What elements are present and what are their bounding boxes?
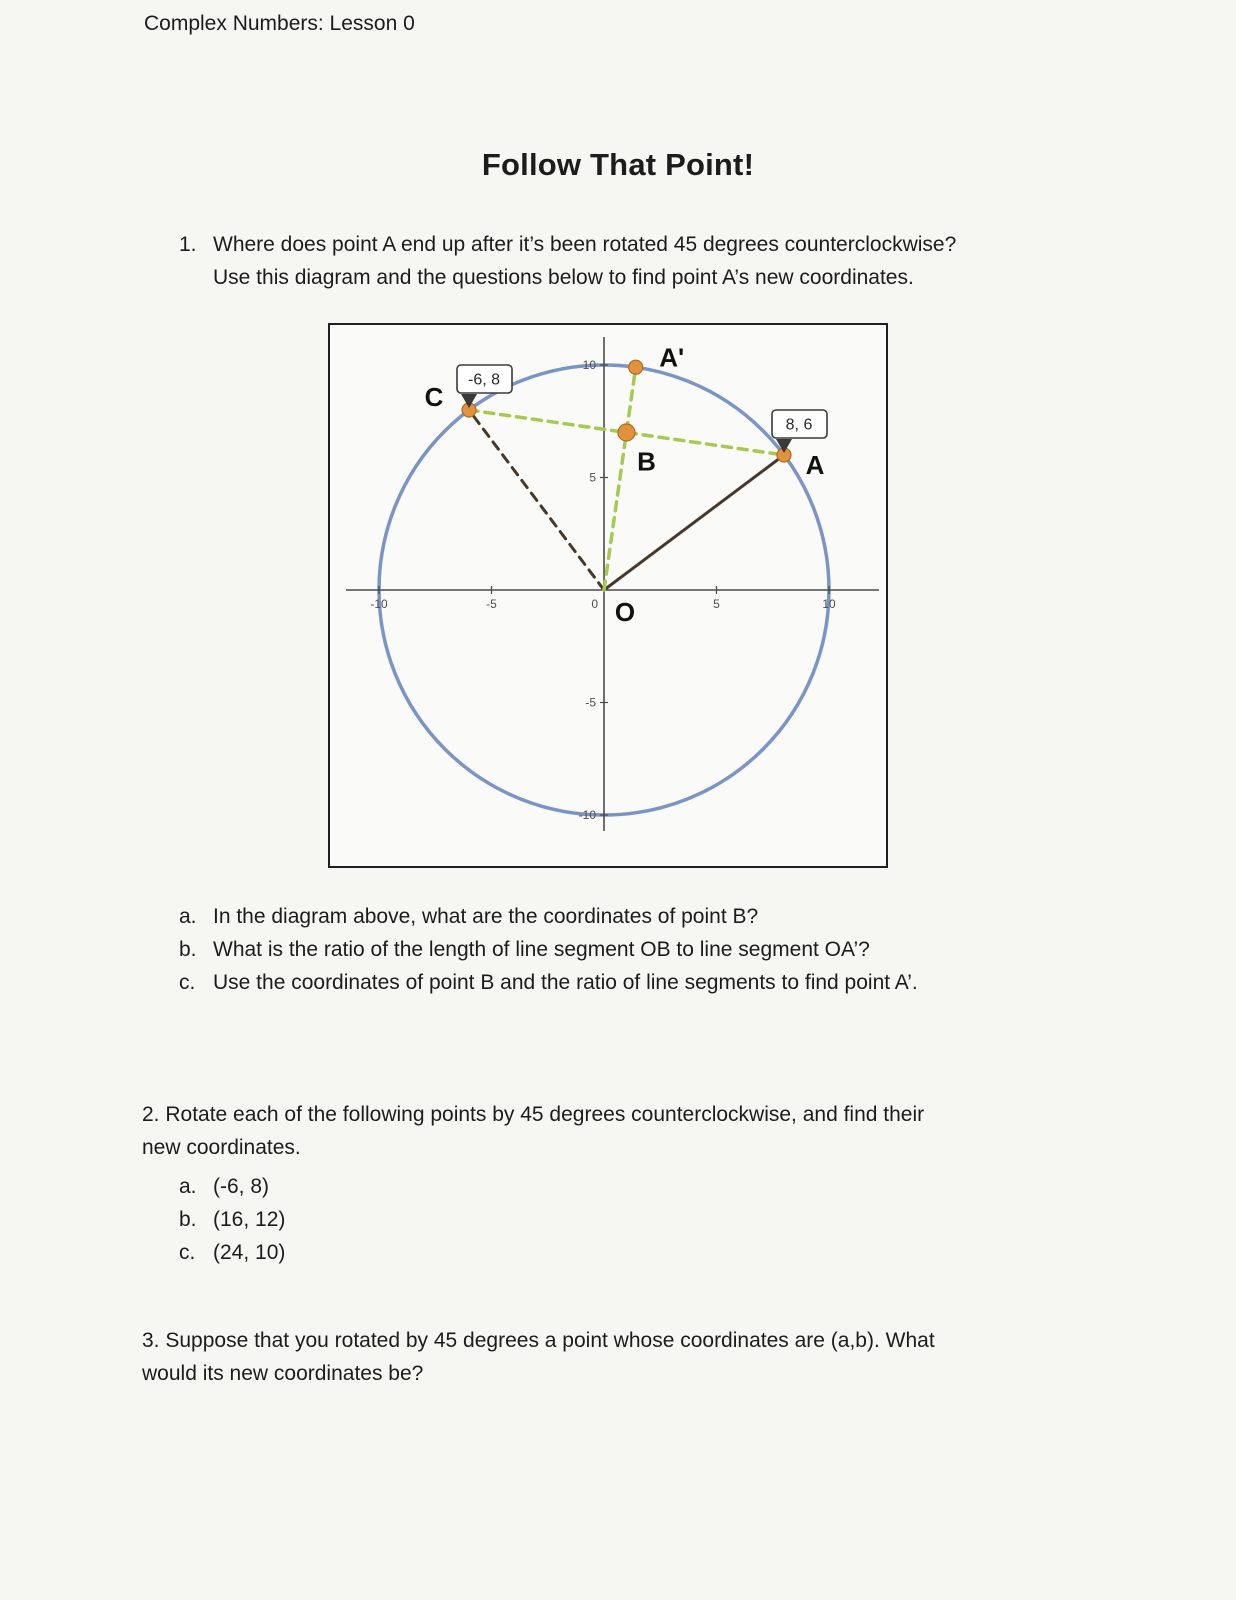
subquestion-c-label: c.	[179, 971, 196, 994]
question-2-item-a-label: a.	[179, 1175, 197, 1198]
x-tick-label: -5	[486, 597, 497, 611]
question-1	[179, 228, 956, 294]
y-tick-label: 5	[589, 470, 596, 485]
label-B: B	[637, 446, 656, 477]
point-B	[618, 424, 635, 441]
x-tick-label: 0	[591, 597, 598, 611]
question-1-subquestions	[179, 900, 918, 999]
segment-O-A	[604, 455, 784, 590]
y-tick-label: 10	[582, 358, 596, 372]
y-tick-label: -5	[585, 695, 596, 710]
subquestion-b-label: b.	[179, 938, 197, 961]
label-A: A	[805, 450, 825, 480]
question-2-item-c-text: (24, 10)	[213, 1241, 286, 1264]
question-3-line2: would its new coordinates be?	[142, 1362, 424, 1385]
page-title: Follow That Point!	[481, 147, 755, 182]
x-tick-label: 5	[713, 597, 720, 611]
segment-O-C	[469, 410, 604, 590]
question-2-line1: 2. Rotate each of the following points by 45 degrees counterclockwise, and find their	[142, 1103, 925, 1126]
question-2-items	[179, 1170, 285, 1269]
point-A_prime	[629, 360, 643, 374]
subquestion-a-text: In the diagram above, what are the coordinates of point B?	[213, 905, 759, 928]
callout-text-C: -6, 8	[467, 371, 501, 389]
label-A_prime: A'	[659, 342, 685, 373]
question-2-line2: new coordinates.	[142, 1136, 301, 1159]
lesson-header: Complex Numbers: Lesson 0	[144, 12, 415, 35]
subquestion-c-text: Use the coordinates of point B and the ratio of line segments to find point A’.	[213, 971, 918, 994]
question-2-item-c	[179, 1236, 285, 1269]
subquestion-b	[179, 933, 918, 966]
x-tick-label: -10	[370, 597, 388, 611]
question-1-number: 1.	[179, 233, 197, 256]
segment-O-A_prime	[604, 367, 636, 590]
diagram-box	[328, 323, 888, 868]
question-1-line1: Where does point A end up after it’s been rotated 45 degrees counterclockwise?	[213, 233, 957, 256]
question-2-item-b-label: b.	[179, 1208, 197, 1231]
callout-text-A: 8, 6	[785, 416, 813, 434]
question-2-item-a-text: (-6, 8)	[213, 1175, 270, 1198]
question-3	[142, 1324, 935, 1390]
y-tick-label: -10	[578, 808, 596, 822]
subquestion-c	[179, 966, 918, 999]
x-tick-label: 10	[822, 597, 836, 611]
subquestion-a-label: a.	[179, 905, 197, 928]
label-O: O	[614, 597, 636, 627]
question-3-line1: 3. Suppose that you rotated by 45 degrees a point whose coordinates are (a,b). What	[142, 1329, 935, 1352]
subquestion-b-text: What is the ratio of the length of line segment OB to line segment OA’?	[213, 938, 870, 961]
coordinate-diagram	[330, 325, 886, 866]
question-2-item-b-text: (16, 12)	[213, 1208, 286, 1231]
question-2-item-b	[179, 1203, 285, 1236]
question-1-line2: Use this diagram and the questions below to find point A’s new coordinates.	[213, 266, 914, 289]
question-1-text	[213, 228, 956, 294]
subquestion-a	[179, 900, 918, 933]
question-2-item-c-label: c.	[179, 1241, 196, 1264]
question-2-item-a	[179, 1170, 285, 1203]
label-C: C	[424, 382, 444, 412]
question-2	[142, 1098, 924, 1164]
